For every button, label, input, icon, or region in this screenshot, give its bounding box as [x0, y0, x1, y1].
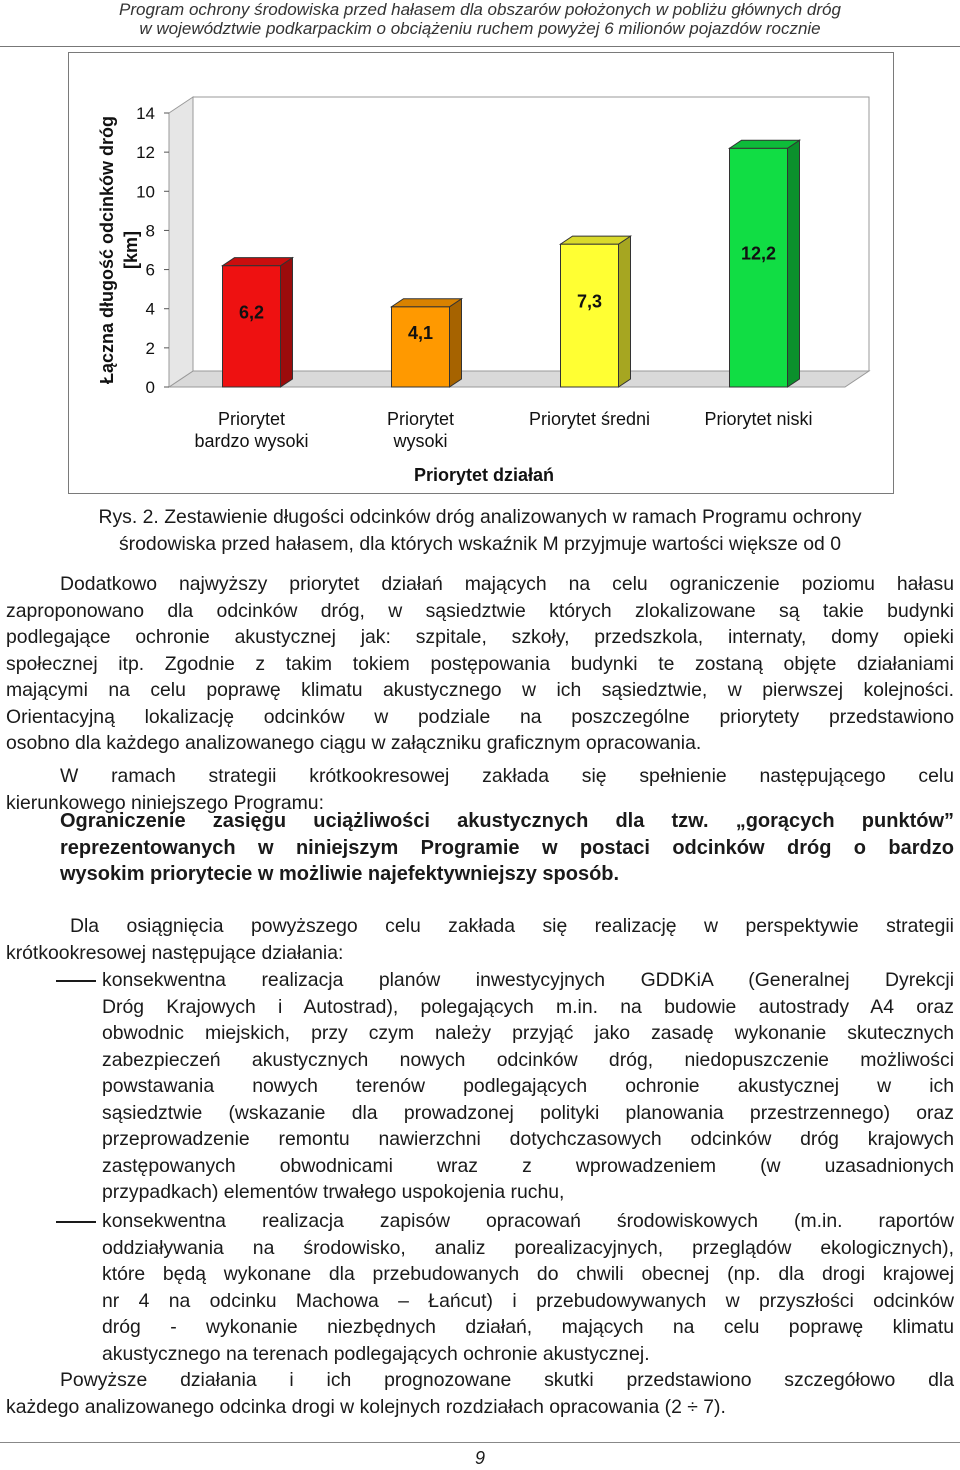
y-axis-title: Łączna długość odcinków dróg [97, 115, 117, 385]
text-line: reprezentowanych w niniejszym Programie w postaci odcinków dróg o bardzo [60, 836, 954, 859]
chart-canvas [69, 53, 893, 493]
x-axis-title: Priorytet działań [413, 465, 555, 485]
text-line: krótkookresowej następujące działania: [6, 941, 344, 964]
text-line: Orientacyjną lokalizację odcinków w podziale na poszczególne priorytety przedstawiono [6, 705, 954, 728]
text-line: Ograniczenie zasięgu uciążliwości akustycznych dla tzw. „gorących punktów” [60, 810, 954, 832]
list-item [6, 967, 954, 1206]
text-line: Dodatkowo najwyższy priorytet działań mających na celu ograniczenie poziomu hałasu [60, 573, 954, 595]
dash-bullet [56, 1221, 96, 1223]
data-label: 6,2 [238, 302, 265, 323]
x-tick-label: wysoki [393, 431, 448, 451]
text-line: Powyższe działania i ich prognozowane skutki przedstawiono szczegółowo dla [60, 1369, 954, 1391]
plot-side-wall [169, 97, 193, 387]
footer-rule [0, 1442, 960, 1443]
text-line: przypadkach) elementów trwałego uspokojenia ruchu, [102, 1181, 565, 1203]
header-rule [0, 46, 960, 47]
bar-side [788, 140, 800, 387]
paragraph-priority [6, 571, 954, 757]
y-tick-label: 0 [145, 378, 155, 397]
text-line: podlegające ochronie akustycznej jak: szpitale, szkoły, przedszkola, internaty, domy opieki [6, 626, 954, 648]
list-item [6, 1208, 954, 1367]
text-line: społecznej itp. Zgodnie z takim tokiem postępowania budynki te zostaną objęte działaniami [6, 652, 954, 675]
dash-bullet [56, 980, 96, 982]
text-line: które będą wykonane dla przebudowanych do chwili obecnej (np. dla drogi krajowej [102, 1263, 954, 1285]
y-tick-label: 8 [145, 221, 155, 241]
y-tick-label: 4 [145, 299, 155, 319]
text-line: mającymi na celu poprawę klimatu akustycznego w ich sąsiedztwie, w pierwszej kolejności. [6, 679, 954, 701]
x-tick-label: Priorytet [217, 409, 286, 429]
y-tick-label: 12 [136, 143, 155, 163]
bar-front [730, 148, 788, 387]
text-line: kierunkowego niniejszego Programu: [6, 791, 324, 814]
bar-chart [68, 52, 894, 494]
text-line: nr 4 na odcinku Machowa – Łańcut) i przebudowywanych w przyszłości odcinków [102, 1289, 954, 1312]
text-line: Dla osiągnięcia powyższego celu zakłada się realizację w perspektywie strategii [70, 915, 954, 937]
page-number: 9 [474, 1448, 485, 1468]
text-line: zastępowanych obwodnicami wraz z wprowadzeniem (w uzasadnionych [102, 1154, 954, 1177]
caption-line-2: środowiska przed hałasem, dla których wskaźnik M przyjmuje wartości większe od 0 [118, 532, 842, 555]
bar-side [619, 236, 631, 387]
x-tick-label: Priorytet [386, 409, 455, 429]
bar-side [450, 299, 462, 387]
text-line: przeprowadzenie remontu nawierzchni dotychczasowych odcinków dróg krajowych [102, 1128, 954, 1150]
bar-front [561, 244, 619, 387]
text-line: W ramach strategii krótkookresowej zakłada się spełnienie następującego celu [60, 765, 954, 787]
y-tick-label: 2 [145, 338, 155, 358]
caption-line-1: Rys. 2. Zestawienie długości odcinków dróg analizowanych w ramach Programu ochrony [98, 506, 862, 528]
x-tick-label: Priorytet średni [528, 409, 651, 429]
text-line: każdego analizowanego odcinka drogi w kolejnych rozdziałach opracowania (2 ÷ 7). [6, 1395, 726, 1418]
text-line: powstawania nowych terenów podlegających ochronie akustycznej w ich [102, 1075, 954, 1097]
text-line: dróg - wykonanie niezbędnych działań, mających na celu poprawę klimatu [102, 1316, 954, 1338]
bar-top [223, 258, 293, 266]
text-line: obwodnic miejskich, przy czym należy przyjąć jako zasadę wykonanie skutecznych [102, 1022, 954, 1044]
paragraph-actions-intro [6, 913, 954, 966]
data-label: 4,1 [407, 322, 434, 343]
text-line: osobno dla każdego analizowanego ciągu w załączniku graficznym opracowania. [6, 732, 702, 754]
text-line: oddziaływania na środowisko, analiz porealizacyjnych, przeglądów ekologicznych), [102, 1236, 954, 1259]
bar-top [730, 140, 800, 148]
paragraph-summary [6, 1367, 954, 1420]
x-tick-label: bardzo wysoki [194, 431, 309, 451]
bar-top [561, 236, 631, 244]
data-label: 12,2 [740, 243, 777, 264]
text-line: sąsiedztwie (wskazanie dla prowadzonej polityki planowania przestrzennego) oraz [102, 1101, 954, 1124]
text-line: konsekwentna realizacja planów inwestycyjnych GDDKiA (Generalnej Dyrekcji [102, 969, 954, 991]
header-line-2: w województwie podkarpackim o obciążeniu ruchem powyżej 6 milionów pojazdów rocznie [139, 19, 821, 38]
y-axis-unit: [km] [121, 230, 141, 270]
text-line: akustycznego na terenach podlegających ochronie akustycznej. [102, 1342, 650, 1365]
y-tick-label: 10 [136, 182, 155, 202]
page-header [0, 0, 960, 38]
y-tick-label: 6 [145, 260, 155, 280]
x-tick-label: Priorytet niski [704, 409, 813, 429]
text-line: zabezpieczeń akustycznych nowych odcinków dróg, niedopuszczenie możliwości [102, 1048, 954, 1071]
bar-side [281, 258, 293, 387]
bar-front [392, 307, 450, 387]
text-line: wysokim priorytecie w możliwie najefektywniejszy sposób. [60, 863, 620, 885]
bar-front [223, 266, 281, 387]
text-line: Dróg Krajowych i Autostrad), polegających m.in. na budowie autostrady A4 oraz [102, 995, 954, 1018]
y-tick-label: 14 [136, 104, 155, 123]
header-line-1: Program ochrony środowiska przed hałasem dla obszarów położonych w pobliżu głównych dróg [119, 0, 841, 19]
text-line: zaproponowano dla odcinków dróg, w sąsiedztwie których zlokalizowane są takie budynki [6, 599, 954, 622]
figure-caption [6, 504, 954, 557]
data-label: 7,3 [576, 291, 603, 312]
text-line: konsekwentna realizacja zapisów opracowań środowiskowych (m.in. raportów [102, 1210, 954, 1232]
bar-top [392, 299, 462, 307]
bold-goal-statement [60, 808, 954, 888]
